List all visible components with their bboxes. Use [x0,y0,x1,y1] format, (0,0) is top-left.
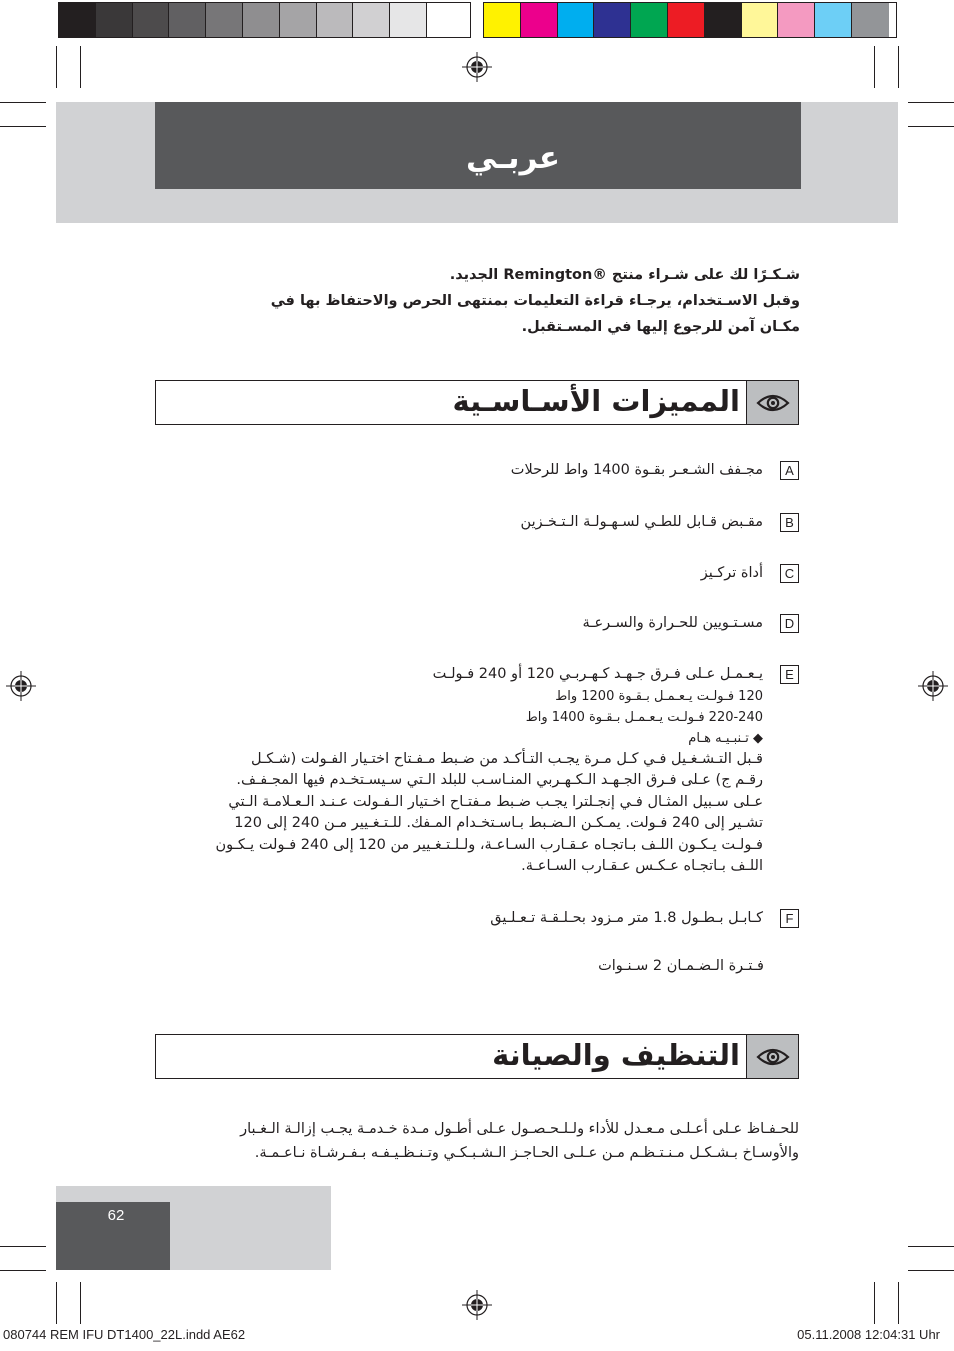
color-swatch [390,3,427,37]
color-swatch [133,3,170,37]
cleaning-paragraph [169,1117,799,1165]
item-text: مسـتـويين للحـرارة والسـرعـة [582,615,763,631]
registration-mark-icon [918,671,948,701]
crop-mark [0,102,46,103]
item-text: كـابـل بـطـول 1.8 متر مـزود بحـلـقـة تـعـلـيق [490,910,763,926]
item-letter: D [780,614,799,633]
item-line: عـلى سـبيل المثـال فـي إنجـلترا يجـب ضـبط مـفتـاح اخـتيار الـفـولت عـنـد الـعـلامـة الـتي [228,793,763,810]
registration-mark-icon [6,671,36,701]
process-color-bar [483,2,897,38]
crop-mark [908,1270,954,1271]
color-swatch [631,3,668,37]
item-text: مقـبض قـابل للطـي لسـهـولـة الـتـخـزين [520,514,763,530]
color-swatch [705,3,742,37]
section-header-features [155,380,799,425]
cleaning-line: والأوسـاخ بـشـكـل مـنـتـظـم مـن عـلـى الحـاجـز الـشـبـكـي وتـنـظـيـفـه بـفـرشـاة نـاعـمـة. [254,1145,799,1161]
page-title: عربـي [465,140,561,176]
item-line: تشـير إلى 240 فـولت. يمـكـن الـضـبط بـاسـتخـدام المـفك. للـتـغـيير مـن 240 إلى 120 [234,815,763,831]
color-swatch [558,3,595,37]
registration-mark-icon [462,1290,492,1320]
item-line: يـعـمـل عـلى فـرق جـهـد كـهـربـي 120 أو 240 فـولـت [432,666,763,682]
eye-icon-cell [746,1035,798,1078]
grayscale-color-bar [58,2,471,38]
item-line: 220-240 فـولـت يـعـمـل بـقـوة 1400 واط [525,709,763,725]
item-letter: C [780,564,799,583]
color-swatch [59,3,96,37]
item-line: فـولـت يـكـون اللـف بـاتجـاه عـقـارب السـاعـة، ولـلـتـغـيير من 120 إلى 240 فـولت يـكـون [215,836,763,853]
item-text: مجـفف الشـعـر بقـوة 1400 واط للرحلات [510,462,763,478]
crop-mark [874,1282,875,1324]
page-number: 62 [107,1207,125,1224]
crop-mark [898,46,899,88]
crop-mark [908,126,954,127]
intro-line: شـكـرًا لك على شـراء منتج ®Remington الجديد. [449,267,800,283]
color-swatch [280,3,317,37]
color-swatch [594,3,631,37]
crop-mark [56,46,57,88]
crop-mark [56,1282,57,1324]
color-swatch [668,3,705,37]
color-swatch [521,3,558,37]
warranty-text: فـتـرة الـضـمـان 2 سـنـوات [598,958,764,974]
date-slug: 05.11.2008 12:04:31 Uhr [797,1327,940,1342]
crop-mark [908,1246,954,1247]
crop-mark [80,1282,81,1324]
color-swatch [852,3,889,37]
intro-paragraph [180,262,800,340]
color-swatch [169,3,206,37]
color-swatch [427,3,464,37]
item-letter: F [780,909,799,928]
item-text: أداة تركـيز [700,565,763,581]
item-line: اللـف بـاتجـاه عـكـس عـقـارب السـاعـة. [521,858,763,874]
item-line: قـبل التـشـغـيل فـي كـل مـرة يجـب التـأكـد من ضـبط مـفـتاح اختـيار الفـولت (شـكـل [251,750,763,767]
color-swatch [96,3,133,37]
crop-mark [80,46,81,88]
eye-icon-cell [746,381,798,424]
item-letter: E [780,665,799,684]
color-swatch [484,3,521,37]
color-swatch [815,3,852,37]
eye-icon [756,392,790,414]
item-text [173,664,763,878]
eye-icon [756,1046,790,1068]
item-line: رقـم ج) عـلى فـرق الجـهـد الـكـهـربي المنـاسـب للبلد الـتي سـيسـتخـدم فيها المجـفـف. [236,772,763,788]
crop-mark [0,1246,46,1247]
color-swatch [243,3,280,37]
crop-mark [898,1282,899,1324]
section-header-cleaning [155,1034,799,1079]
crop-mark [874,46,875,88]
warning-heading: ◆ تـنبـيـه هـام [688,730,763,746]
section-title: التنظيف والصيانة [492,1038,740,1072]
crop-mark [908,102,954,103]
intro-line: مكـان آمن للرجوع إليها في المسـتقبل. [521,319,800,335]
crop-mark [0,126,46,127]
registration-mark-icon [462,52,492,82]
item-letter: B [780,513,799,532]
cleaning-line: للحـفـاظ عـلى أعـلـى مـعـدل للأداء ولـلـحـصـول عـلى أطـول مـدة خـدمـة يجـب إزالـة الـغـبار [240,1121,799,1137]
color-swatch [317,3,354,37]
color-swatch [778,3,815,37]
color-swatch [353,3,390,37]
item-letter: A [780,461,799,480]
crop-mark [0,1270,46,1271]
intro-line: وقبل الاسـتخدام، يرجـاء قراءة التعليمات بمنتهى الحرص والاحتفاظ بها في [270,293,800,309]
color-swatch [206,3,243,37]
section-title: المميزات الأسـاسـية [452,384,740,418]
file-slug: 080744 REM IFU DT1400_22L.indd AE62 [3,1327,246,1342]
color-swatch [742,3,779,37]
item-line: 120 فـولـت يـعـمـل بـقـوة 1200 واط [555,688,763,704]
